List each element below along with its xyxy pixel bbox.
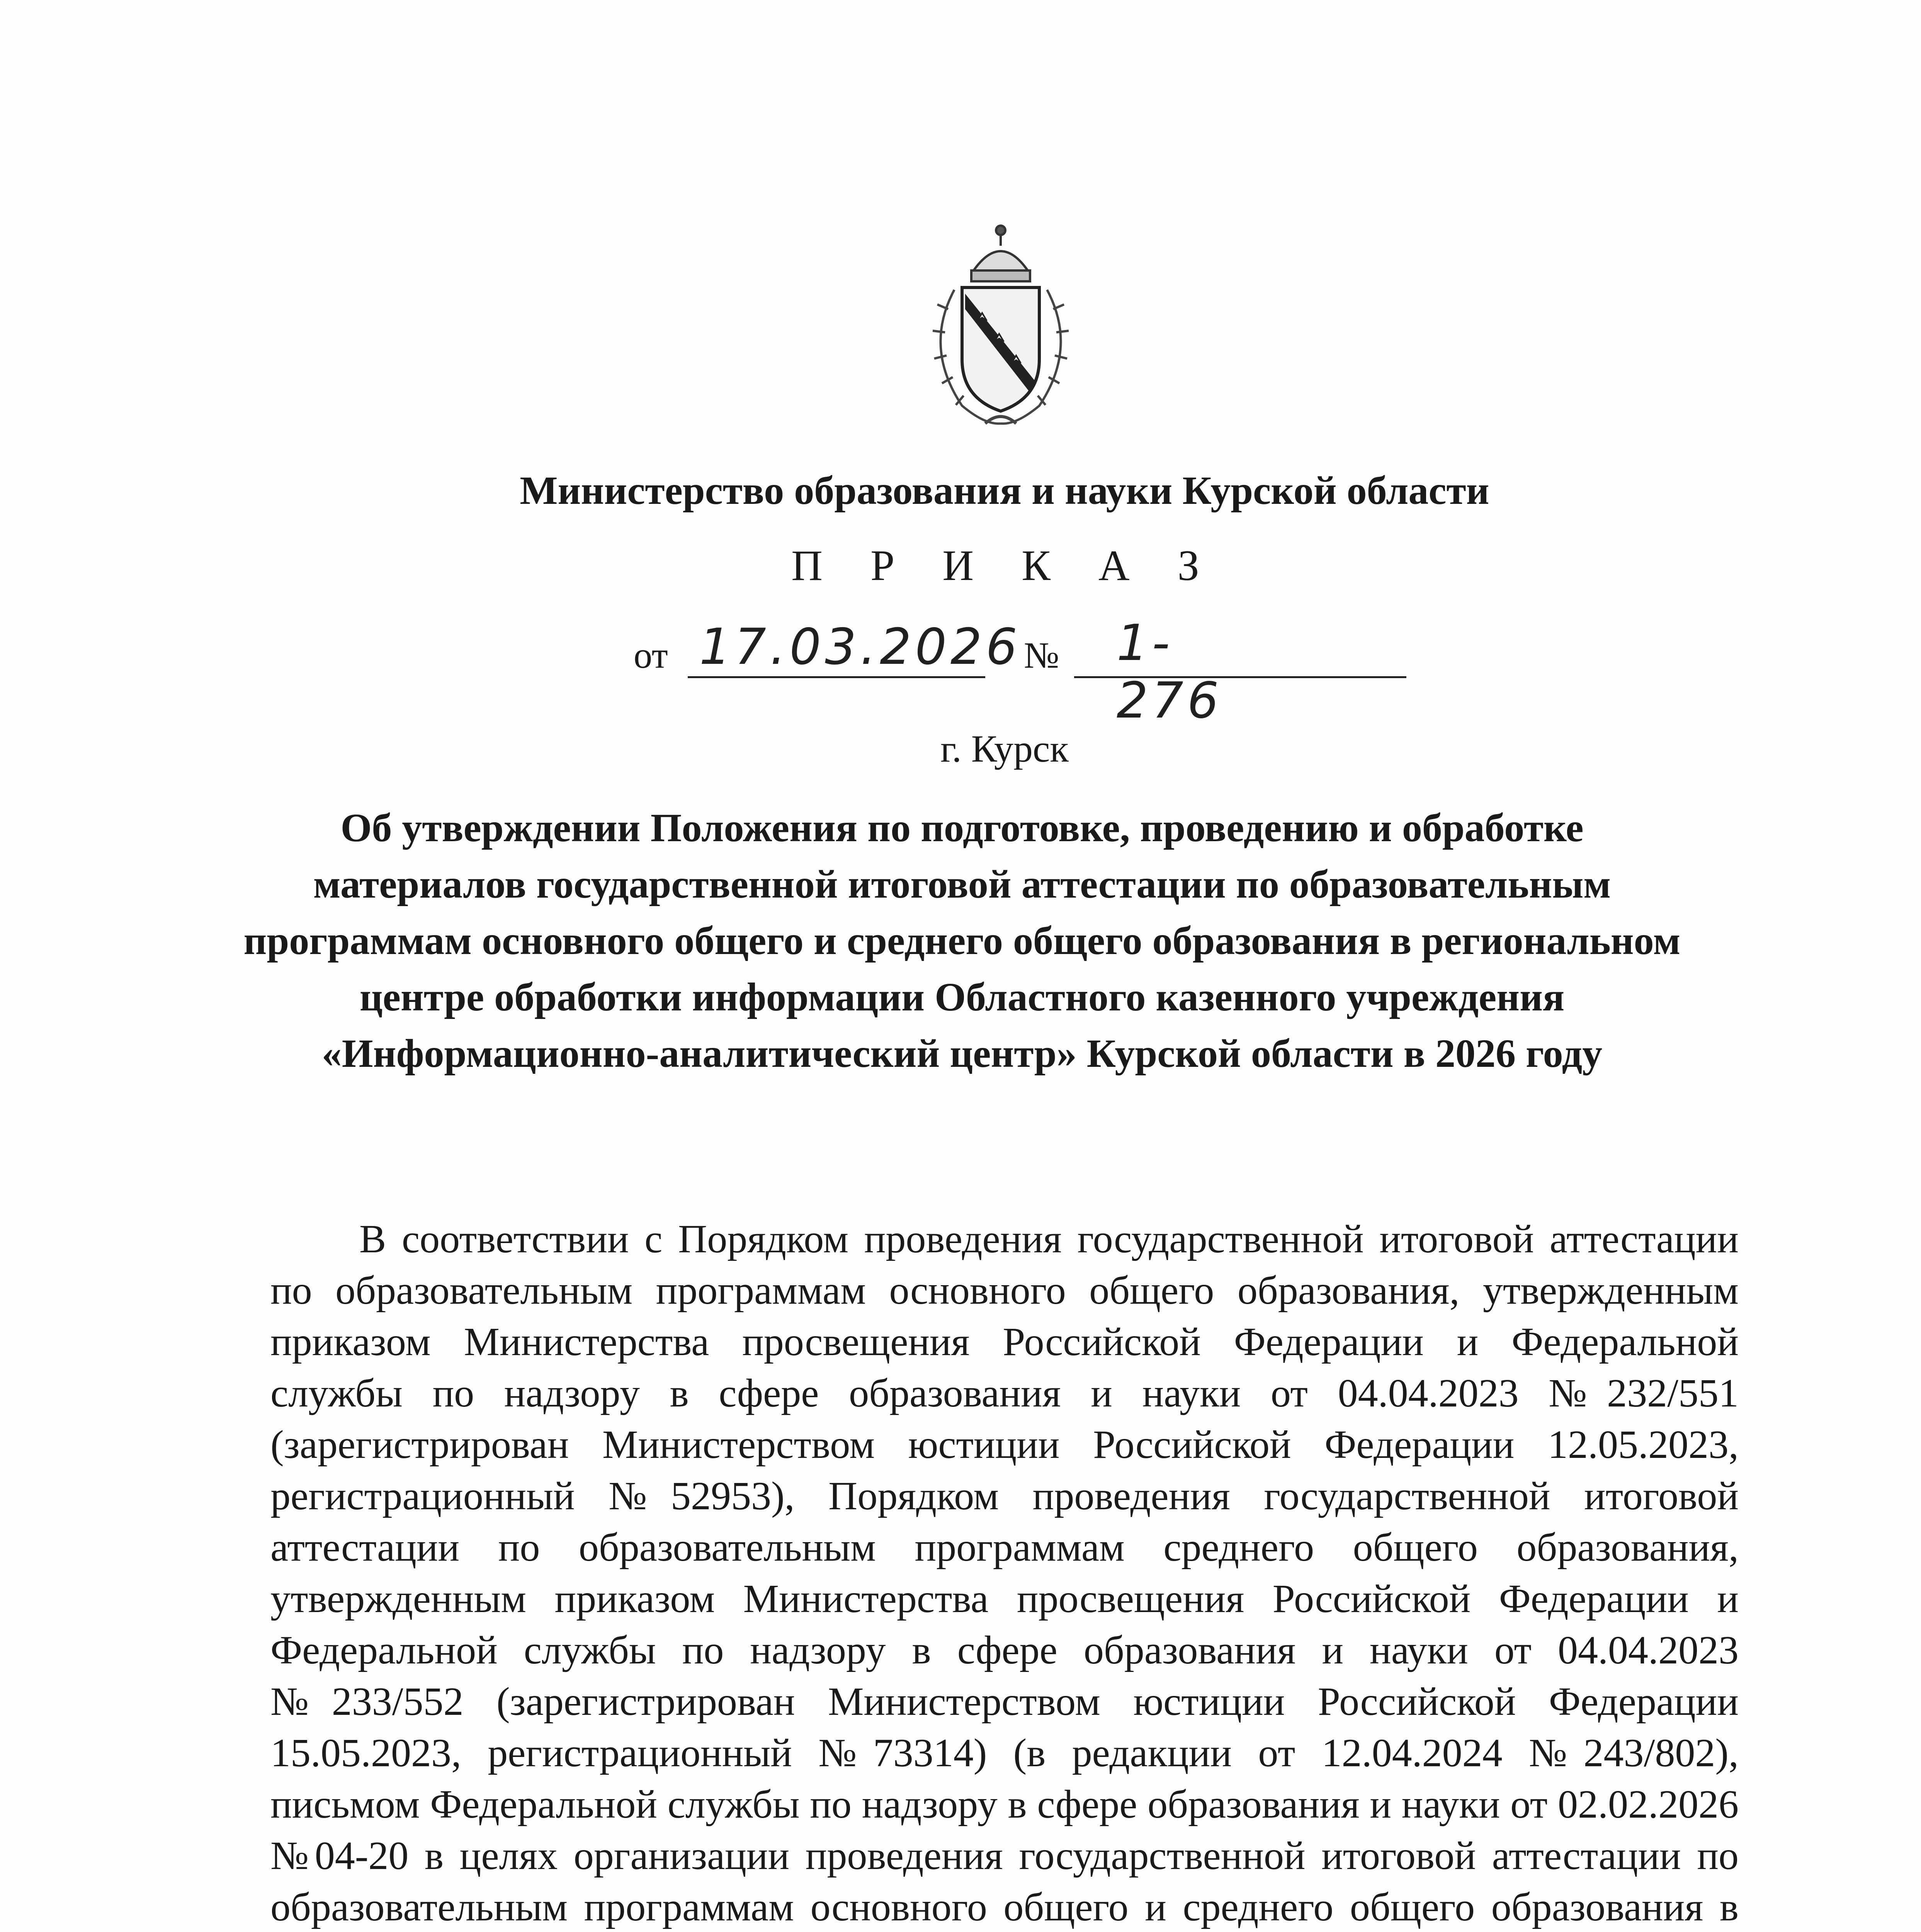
coat-of-arms-icon xyxy=(900,216,1101,433)
date-label: от xyxy=(634,634,668,676)
city: г. Курск xyxy=(940,727,1069,770)
date-underline xyxy=(688,676,985,678)
document-title: Об утверждении Положения по подготовке, проведению и обработке материалов государственной итоговой аттестации по образовательным программам основного общего и среднего общего образования в региональном центре обработки информации Областного казенного учреждения «Информационно-аналитический центр» Курской области в 2026 году xyxy=(243,806,1681,1076)
preamble-paragraph: В соответствии с Порядком проведения государственной итоговой аттестации по образовательным программам основного общего образования, утвержденным приказом Министерства просвещения Российской Федерации и Федеральной службы по надзору в сфере образования и науки от 04.04.2023 №232/551 (зарегистрирован Министерством юстиции Российской Федерации 12.05.2023, регистрационный №52953), Порядком проведения государственной итоговой аттестации по образовательным программам среднего общего образования, утвержденным приказом Министерства просвещения Российской Федерации и Федеральной службы по надзору в сфере образования и науки от 04.04.2023 №233/552 (зарегистрирован Министерством юстиции Российской Федерации 15.05.2023, регистрационный №73314) (в редакции от 12.04.2024 №243/802), письмом Федеральной службы по надзору в сфере образования и науки от 02.02.2026 №04-20 в целях организации проведения государственной итоговой аттестации по образовательным программам основного общего и среднего общего образования в xyxy=(270,1217,1739,1929)
number-value: 1-276 xyxy=(1117,614,1223,730)
ministry-name: Министерство образования и науки Курской области xyxy=(520,468,1489,513)
number-label: № xyxy=(1024,634,1059,676)
document-type: П Р И К А З xyxy=(791,542,1218,590)
date-value: 17.03.2026 xyxy=(699,618,1021,676)
